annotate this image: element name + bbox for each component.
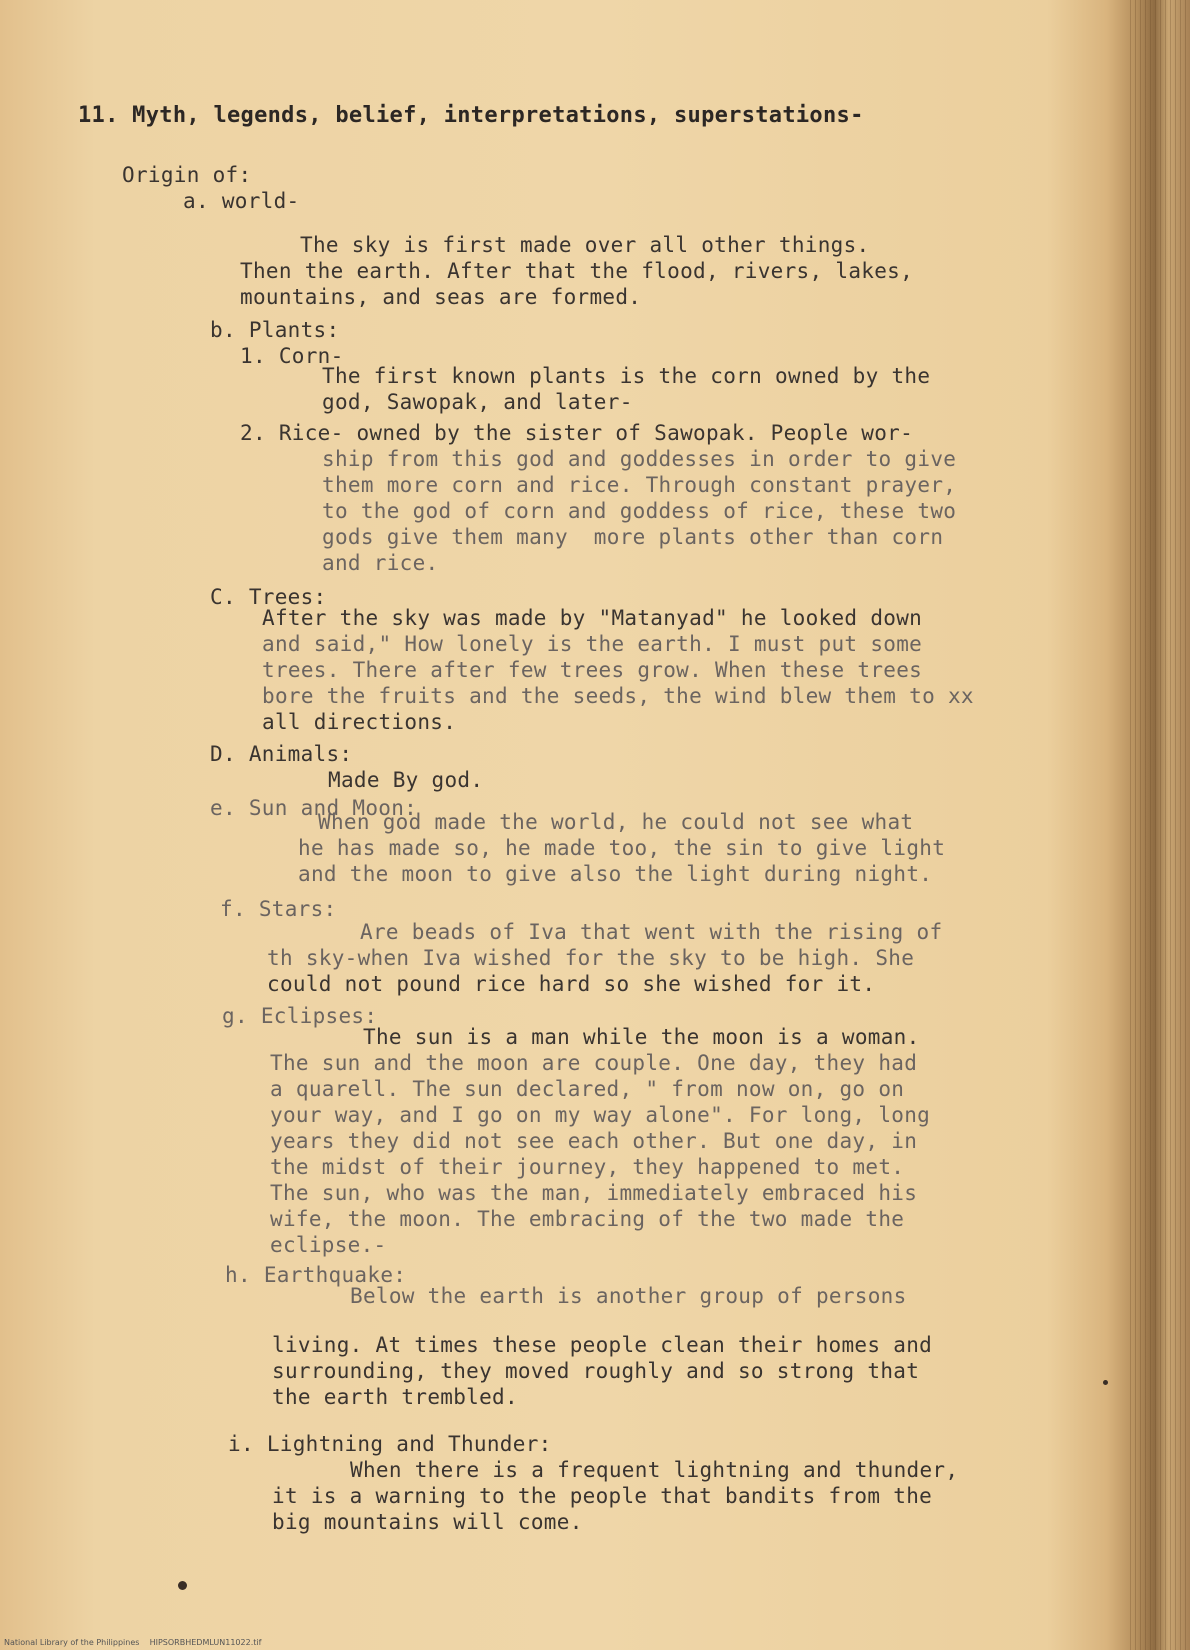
stars-line: Are beads of Iva that went with the rising of [360, 920, 943, 944]
section-heading: 11. Myth, legends, belief, interpretations, superstations- [78, 103, 864, 128]
lightning-line: When there is a frequent lightning and thunder, [350, 1458, 959, 1482]
eclipses-line: The sun and the moon are couple. One day, they had [270, 1051, 918, 1075]
world-line: Then the earth. After that the flood, rivers, lakes, [240, 259, 914, 283]
animals-label: D. Animals: [210, 742, 353, 766]
rice-line: gods give them many more plants other than corn [322, 525, 944, 549]
origin-label: Origin of: [122, 163, 252, 187]
world-line: mountains, and seas are formed. [240, 285, 642, 309]
trees-line: After the sky was made by "Matanyad" he looked down [262, 606, 923, 630]
earthquake-label: h. Earthquake: [225, 1263, 407, 1287]
ink-spot [178, 1581, 187, 1590]
stars-line: th sky-when Iva wished for the sky to be high. She [267, 946, 915, 970]
eclipses-label: g. Eclipses: [222, 1004, 378, 1028]
trees-label: C. Trees: [210, 585, 327, 609]
corn-line: god, Sawopak, and later- [322, 390, 633, 414]
sun-moon-line: he has made so, he made too, the sin to give light [298, 836, 946, 860]
rice-line: ship from this god and goddesses in order to give [322, 447, 957, 471]
lightning-line: it is a warning to the people that bandits from the [272, 1484, 933, 1508]
trees-line: all directions. [262, 710, 457, 734]
lightning-line: big mountains will come. [272, 1510, 583, 1534]
plants-label: b. Plants: [210, 318, 340, 342]
eclipses-line: the midst of their journey, they happened to met. [270, 1155, 905, 1179]
trees-line: trees. There after few trees grow. When these trees [262, 658, 923, 682]
trees-line: and said," How lonely is the earth. I must put some [262, 632, 923, 656]
rice-line: 2. Rice- owned by the sister of Sawopak. People wor- [240, 421, 914, 445]
eclipses-line: The sun, who was the man, immediately embraced his [270, 1181, 918, 1205]
sun-moon-line: When god made the world, he could not see what [318, 810, 914, 834]
rice-line: and rice. [322, 551, 439, 575]
world-line: The sky is first made over all other things. [300, 233, 870, 257]
sun-moon-line: and the moon to give also the light during night. [298, 862, 933, 886]
earthquake-line: the earth trembled. [272, 1385, 518, 1409]
rice-line: them more corn and rice. Through constant prayer, [322, 473, 957, 497]
trees-line: bore the fruits and the seeds, the wind blew them to xx [262, 684, 974, 708]
eclipses-line: years they did not see each other. But one day, in [270, 1129, 918, 1153]
rice-line: to the god of corn and goddess of rice, these two [322, 499, 957, 523]
eclipses-line: wife, the moon. The embracing of the two made the [270, 1207, 905, 1231]
archive-footer: National Library of the Philippines HIPSORBHEDMLUN11022.tif [4, 1638, 262, 1647]
page-edge [1130, 0, 1190, 1650]
world-label: a. world- [183, 189, 300, 213]
sun-moon-label: e. Sun and Moon: [210, 796, 418, 820]
earthquake-line: Below the earth is another group of persons [350, 1284, 907, 1308]
eclipses-line: a quarell. The sun declared, " from now on, go on [270, 1077, 905, 1101]
earthquake-line: surrounding, they moved roughly and so strong that [272, 1359, 920, 1383]
eclipses-line: eclipse.- [270, 1233, 387, 1257]
animals-line: Made By god. [328, 768, 484, 792]
stars-line: could not pound rice hard so she wished for it. [267, 972, 876, 996]
corn-line: The first known plants is the corn owned by the [322, 364, 931, 388]
eclipses-line: The sun is a man while the moon is a woman. [363, 1025, 920, 1049]
lightning-label: i. Lightning and Thunder: [228, 1432, 552, 1456]
corn-label: 1. Corn- [240, 344, 344, 368]
eclipses-line: your way, and I go on my way alone". For long, long [270, 1103, 931, 1127]
ink-spot [1103, 1380, 1108, 1385]
earthquake-line: living. At times these people clean their homes and [272, 1333, 933, 1357]
stars-label: f. Stars: [220, 897, 337, 921]
